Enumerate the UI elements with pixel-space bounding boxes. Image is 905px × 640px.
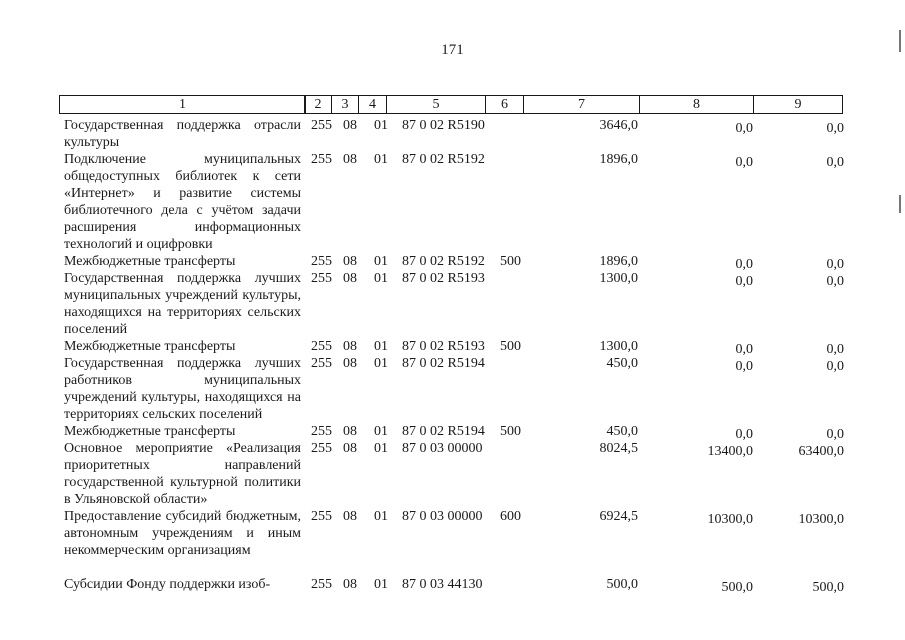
table-row [0,423,905,440]
row-name: Основное мероприятие «Реализация приоритетных направлений государственной культурной политики в Ульяновской области» [64,441,301,507]
row-amount-col8: 0,0 [735,274,753,289]
row-amount-col7: 450,0 [606,424,638,439]
header-col-1: 1 [59,95,306,114]
row-section: 08 [343,424,357,439]
row-target-article: 87 0 03 00000 [402,509,483,524]
row-amount-col7: 1896,0 [599,152,638,167]
table-row [0,338,905,355]
row-subsection: 01 [374,509,388,524]
row-target-article: 87 0 02 R5192 [402,254,485,269]
row-subsection: 01 [374,577,388,592]
row-target-article: 87 0 03 44130 [402,577,483,592]
table-row [0,270,905,338]
row-name: Государственная поддержка лучших работников муниципальных учреждений культуры, находящихся на территориях сельских поселений [64,356,301,422]
header-col-5: 5 [386,95,486,114]
row-subsection: 01 [374,254,388,269]
row-section: 08 [343,152,357,167]
row-subsection: 01 [374,118,388,133]
row-amount-col8: 0,0 [735,359,753,374]
row-name: Межбюджетные трансферты [64,424,236,439]
row-amount-col9: 0,0 [826,274,844,289]
row-amount-col9: 0,0 [826,342,844,357]
row-subsection: 01 [374,441,388,456]
row-amount-col7: 450,0 [606,356,638,371]
scan-edge-mark [899,195,901,213]
header-col-2: 2 [304,95,332,114]
row-section: 08 [343,577,357,592]
row-amount-col8: 0,0 [735,155,753,170]
header-col-7: 7 [523,95,640,114]
row-target-article: 87 0 02 R5192 [402,152,485,167]
row-amount-col7: 1300,0 [599,339,638,354]
row-ministry-code: 255 [311,509,332,524]
table-row [0,117,905,151]
row-amount-col9: 0,0 [826,359,844,374]
row-section: 08 [343,254,357,269]
row-amount-col8: 0,0 [735,257,753,272]
row-name: Субсидии Фонду поддержки изоб- [64,577,271,592]
row-ministry-code: 255 [311,271,332,286]
row-expense-type: 500 [500,339,521,354]
row-amount-col8: 500,0 [721,580,753,595]
row-target-article: 87 0 02 R5193 [402,339,485,354]
row-name: Государственная поддержка отрасли культуры [64,118,301,150]
row-amount-col8: 0,0 [735,121,753,136]
row-expense-type: 500 [500,254,521,269]
row-section: 08 [343,356,357,371]
header-col-8: 8 [639,95,754,114]
page-number: 171 [441,42,464,58]
row-name: Государственная поддержка лучших муниципальных учреждений культуры, находящихся на территориях сельских поселений [64,271,301,337]
row-target-article: 87 0 02 R5194 [402,424,485,439]
table-row [0,440,905,508]
row-subsection: 01 [374,424,388,439]
row-amount-col8: 0,0 [735,427,753,442]
row-amount-col8: 10300,0 [707,512,753,527]
row-amount-col7: 1300,0 [599,271,638,286]
row-ministry-code: 255 [311,424,332,439]
row-expense-type: 600 [500,509,521,524]
row-ministry-code: 255 [311,441,332,456]
header-col-6: 6 [485,95,524,114]
row-amount-col7: 8024,5 [599,441,638,456]
row-section: 08 [343,509,357,524]
row-name: Межбюджетные трансферты [64,254,236,269]
row-section: 08 [343,339,357,354]
row-ministry-code: 255 [311,356,332,371]
row-ministry-code: 255 [311,339,332,354]
row-amount-col9: 0,0 [826,121,844,136]
row-name: Подключение муниципальных общедоступных библиотек к сети «Интернет» и развитие системы библиотечного дела с учётом задачи расширения информационных технологий и оцифровки [64,152,301,252]
row-amount-col9: 10300,0 [798,512,844,527]
row-name: Межбюджетные трансферты [64,339,236,354]
header-col-9: 9 [753,95,843,114]
row-ministry-code: 255 [311,577,332,592]
row-amount-col9: 0,0 [826,155,844,170]
scan-edge-mark [899,30,901,52]
row-subsection: 01 [374,271,388,286]
row-amount-col8: 13400,0 [707,444,753,459]
row-target-article: 87 0 03 00000 [402,441,483,456]
budget-table [0,117,905,593]
header-col-3: 3 [331,95,359,114]
row-section: 08 [343,441,357,456]
row-amount-col8: 0,0 [735,342,753,357]
row-name: Предоставление субсидий бюджетным, автономным учреждениям и иным некоммерческим организациям [64,509,301,558]
row-section: 08 [343,271,357,286]
table-header [59,95,843,114]
row-amount-col7: 1896,0 [599,254,638,269]
row-amount-col9: 0,0 [826,427,844,442]
row-section: 08 [343,118,357,133]
table-row [0,151,905,253]
row-expense-type: 500 [500,424,521,439]
row-subsection: 01 [374,356,388,371]
row-amount-col9: 63400,0 [798,444,844,459]
row-target-article: 87 0 02 R5194 [402,356,485,371]
row-ministry-code: 255 [311,254,332,269]
table-row [0,355,905,423]
header-col-4: 4 [358,95,387,114]
row-target-article: 87 0 02 R5190 [402,118,485,133]
row-subsection: 01 [374,152,388,167]
row-amount-col9: 500,0 [812,580,844,595]
row-ministry-code: 255 [311,118,332,133]
row-ministry-code: 255 [311,152,332,167]
row-subsection: 01 [374,339,388,354]
table-row [0,576,905,593]
row-amount-col7: 6924,5 [599,509,638,524]
table-row [0,508,905,576]
row-target-article: 87 0 02 R5193 [402,271,485,286]
row-amount-col7: 3646,0 [599,118,638,133]
table-row [0,253,905,270]
row-amount-col9: 0,0 [826,257,844,272]
row-amount-col7: 500,0 [606,577,638,592]
